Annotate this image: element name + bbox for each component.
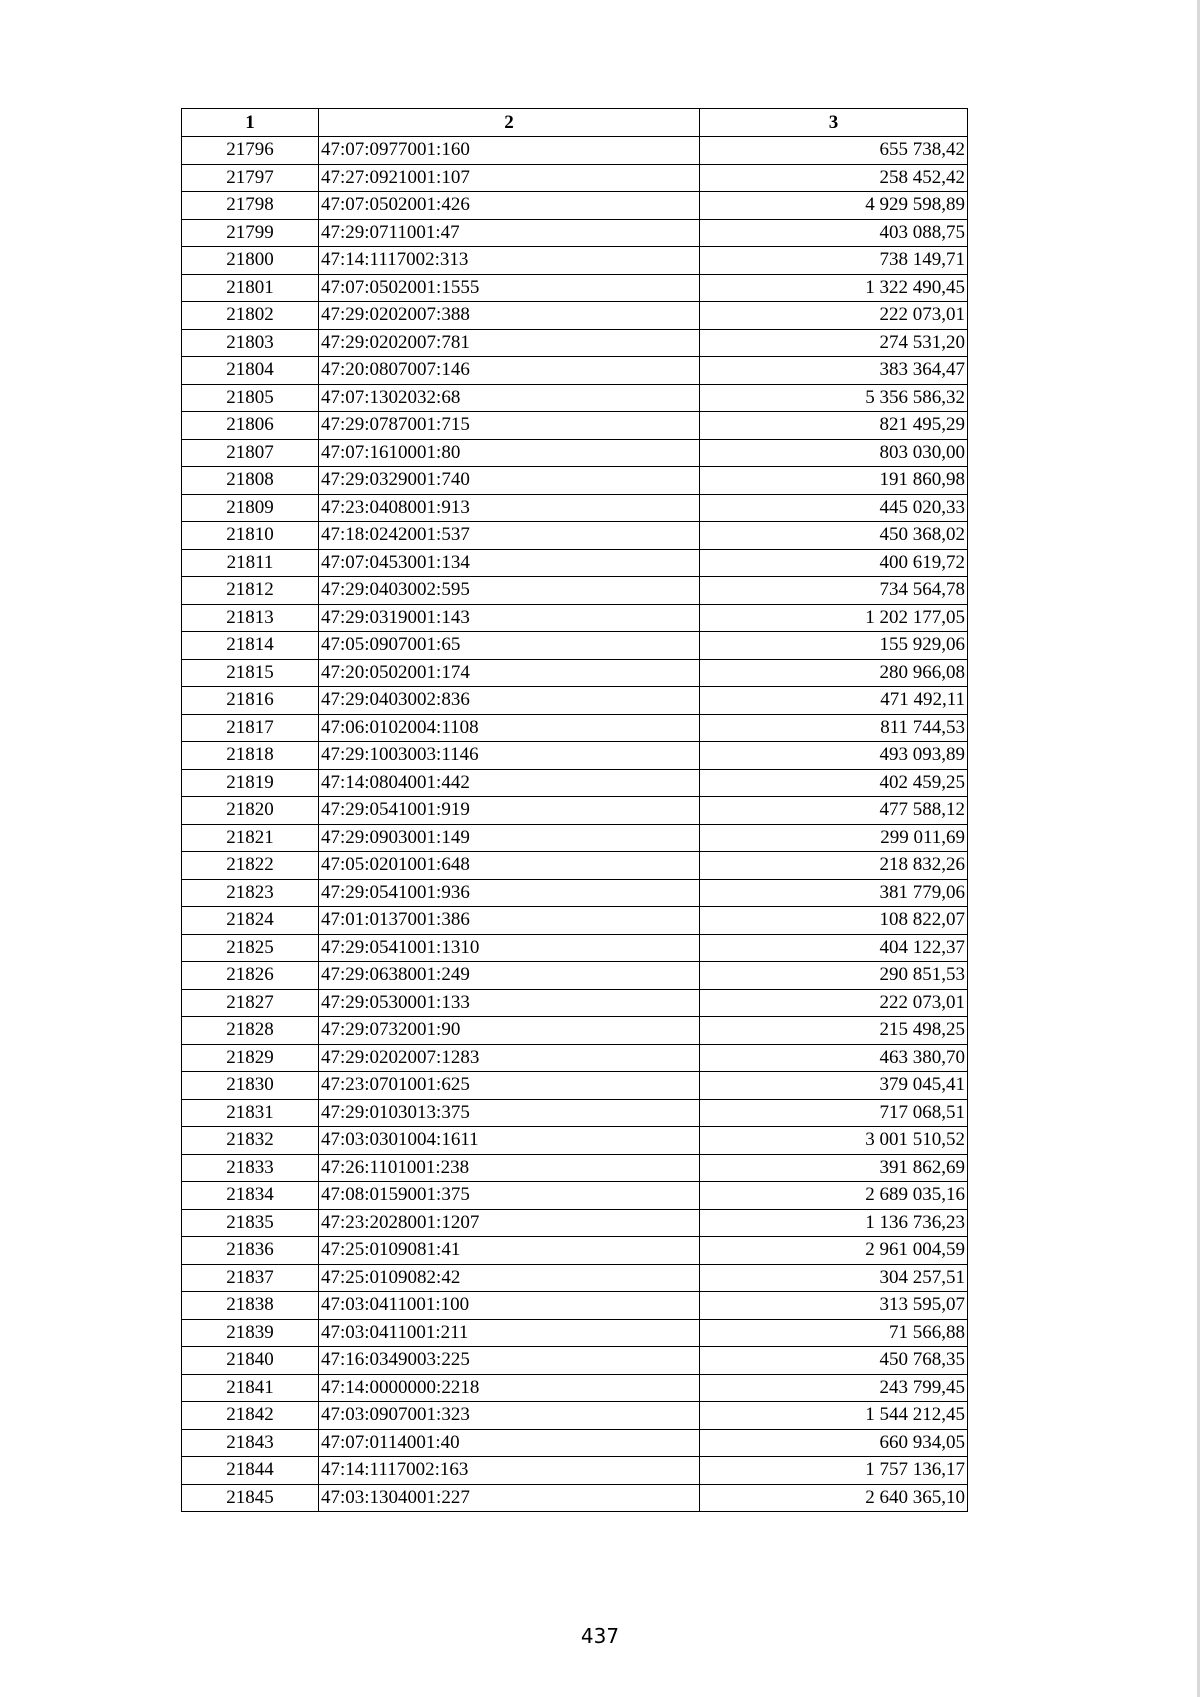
cadastral-number-cell: 47:29:0541001:936 bbox=[319, 879, 700, 907]
cadastral-number-cell: 47:27:0921001:107 bbox=[319, 164, 700, 192]
row-number-cell: 21827 bbox=[182, 989, 319, 1017]
cadastral-number-cell: 47:07:0502001:426 bbox=[319, 192, 700, 220]
row-number-cell: 21819 bbox=[182, 769, 319, 797]
row-number-cell: 21844 bbox=[182, 1457, 319, 1485]
row-number-cell: 21839 bbox=[182, 1319, 319, 1347]
table-row bbox=[182, 824, 968, 852]
row-number-cell: 21807 bbox=[182, 439, 319, 467]
table-row bbox=[182, 1017, 968, 1045]
cadastral-number-cell: 47:03:0907001:323 bbox=[319, 1402, 700, 1430]
table-row bbox=[182, 412, 968, 440]
cadastral-number-cell: 47:05:0907001:65 bbox=[319, 632, 700, 660]
row-number-cell: 21800 bbox=[182, 247, 319, 275]
table-row bbox=[182, 577, 968, 605]
cadastral-number-cell: 47:23:0408001:913 bbox=[319, 494, 700, 522]
cadastral-value-cell: 738 149,71 bbox=[700, 247, 968, 275]
table-row bbox=[182, 632, 968, 660]
cadastral-value-cell: 1 322 490,45 bbox=[700, 274, 968, 302]
table-row bbox=[182, 494, 968, 522]
table-row bbox=[182, 522, 968, 550]
row-number-cell: 21833 bbox=[182, 1154, 319, 1182]
row-number-cell: 21813 bbox=[182, 604, 319, 632]
cadastral-number-cell: 47:20:0807007:146 bbox=[319, 357, 700, 385]
row-number-cell: 21834 bbox=[182, 1182, 319, 1210]
table-row bbox=[182, 604, 968, 632]
table-row bbox=[182, 467, 968, 495]
row-number-cell: 21837 bbox=[182, 1264, 319, 1292]
cadastral-number-cell: 47:23:2028001:1207 bbox=[319, 1209, 700, 1237]
table-row bbox=[182, 742, 968, 770]
row-number-cell: 21835 bbox=[182, 1209, 319, 1237]
cadastral-value-cell: 71 566,88 bbox=[700, 1319, 968, 1347]
cadastral-value-cell: 660 934,05 bbox=[700, 1429, 968, 1457]
row-number-cell: 21820 bbox=[182, 797, 319, 825]
table-row bbox=[182, 1429, 968, 1457]
row-number-cell: 21808 bbox=[182, 467, 319, 495]
row-number-cell: 21845 bbox=[182, 1484, 319, 1512]
table-row bbox=[182, 1072, 968, 1100]
cadastral-number-cell: 47:05:0201001:648 bbox=[319, 852, 700, 880]
cadastral-number-cell: 47:07:0453001:134 bbox=[319, 549, 700, 577]
cadastral-value-cell: 404 122,37 bbox=[700, 934, 968, 962]
table-row bbox=[182, 714, 968, 742]
cadastral-number-cell: 47:29:0202007:1283 bbox=[319, 1044, 700, 1072]
cadastral-value-cell: 450 768,35 bbox=[700, 1347, 968, 1375]
table-row bbox=[182, 934, 968, 962]
table-row bbox=[182, 1457, 968, 1485]
row-number-cell: 21796 bbox=[182, 137, 319, 165]
table-row bbox=[182, 1374, 968, 1402]
cadastral-number-cell: 47:29:0403002:836 bbox=[319, 687, 700, 715]
row-number-cell: 21806 bbox=[182, 412, 319, 440]
cadastral-value-cell: 290 851,53 bbox=[700, 962, 968, 990]
cadastral-value-cell: 734 564,78 bbox=[700, 577, 968, 605]
cadastral-number-cell: 47:29:1003003:1146 bbox=[319, 742, 700, 770]
cadastral-value-cell: 274 531,20 bbox=[700, 329, 968, 357]
cadastral-number-cell: 47:29:0903001:149 bbox=[319, 824, 700, 852]
cadastral-value-cell: 4 929 598,89 bbox=[700, 192, 968, 220]
row-number-cell: 21842 bbox=[182, 1402, 319, 1430]
row-number-cell: 21830 bbox=[182, 1072, 319, 1100]
row-number-cell: 21805 bbox=[182, 384, 319, 412]
row-number-cell: 21799 bbox=[182, 219, 319, 247]
cadastral-number-cell: 47:16:0349003:225 bbox=[319, 1347, 700, 1375]
cadastral-value-cell: 803 030,00 bbox=[700, 439, 968, 467]
row-number-cell: 21843 bbox=[182, 1429, 319, 1457]
row-number-cell: 21831 bbox=[182, 1099, 319, 1127]
cadastral-number-cell: 47:03:0411001:211 bbox=[319, 1319, 700, 1347]
cadastral-number-cell: 47:03:0301004:1611 bbox=[319, 1127, 700, 1155]
row-number-cell: 21804 bbox=[182, 357, 319, 385]
row-number-cell: 21816 bbox=[182, 687, 319, 715]
table-row bbox=[182, 797, 968, 825]
row-number-cell: 21838 bbox=[182, 1292, 319, 1320]
cadastral-number-cell: 47:01:0137001:386 bbox=[319, 907, 700, 935]
cadastral-value-cell: 403 088,75 bbox=[700, 219, 968, 247]
table-row bbox=[182, 302, 968, 330]
cadastral-value-cell: 391 862,69 bbox=[700, 1154, 968, 1182]
row-number-cell: 21798 bbox=[182, 192, 319, 220]
table-row bbox=[182, 1182, 968, 1210]
table-header bbox=[182, 109, 968, 137]
cadastral-value-cell: 821 495,29 bbox=[700, 412, 968, 440]
cadastral-value-cell: 280 966,08 bbox=[700, 659, 968, 687]
row-number-cell: 21821 bbox=[182, 824, 319, 852]
row-number-cell: 21812 bbox=[182, 577, 319, 605]
table-row bbox=[182, 164, 968, 192]
cadastral-value-cell: 477 588,12 bbox=[700, 797, 968, 825]
cadastral-number-cell: 47:18:0242001:537 bbox=[319, 522, 700, 550]
cadastral-value-cell: 1 136 736,23 bbox=[700, 1209, 968, 1237]
cadastral-number-cell: 47:07:0114001:40 bbox=[319, 1429, 700, 1457]
cadastral-value-cell: 655 738,42 bbox=[700, 137, 968, 165]
table-row bbox=[182, 687, 968, 715]
cadastral-number-cell: 47:14:1117002:163 bbox=[319, 1457, 700, 1485]
table-row bbox=[182, 1347, 968, 1375]
row-number-cell: 21811 bbox=[182, 549, 319, 577]
cadastral-number-cell: 47:29:0329001:740 bbox=[319, 467, 700, 495]
cadastral-number-cell: 47:26:1101001:238 bbox=[319, 1154, 700, 1182]
table-row bbox=[182, 137, 968, 165]
cadastral-value-cell: 108 822,07 bbox=[700, 907, 968, 935]
row-number-cell: 21840 bbox=[182, 1347, 319, 1375]
cadastral-value-cell: 1 544 212,45 bbox=[700, 1402, 968, 1430]
cadastral-value-cell: 471 492,11 bbox=[700, 687, 968, 715]
row-number-cell: 21814 bbox=[182, 632, 319, 660]
cadastral-number-cell: 47:03:0411001:100 bbox=[319, 1292, 700, 1320]
column-header-value: 3 bbox=[700, 109, 968, 137]
table-row bbox=[182, 219, 968, 247]
cadastral-number-cell: 47:06:0102004:1108 bbox=[319, 714, 700, 742]
row-number-cell: 21829 bbox=[182, 1044, 319, 1072]
cadastral-number-cell: 47:14:1117002:313 bbox=[319, 247, 700, 275]
table-body bbox=[182, 137, 968, 1512]
row-number-cell: 21823 bbox=[182, 879, 319, 907]
cadastral-value-cell: 304 257,51 bbox=[700, 1264, 968, 1292]
table-row bbox=[182, 439, 968, 467]
row-number-cell: 21803 bbox=[182, 329, 319, 357]
row-number-cell: 21809 bbox=[182, 494, 319, 522]
cadastral-number-cell: 47:14:0804001:442 bbox=[319, 769, 700, 797]
row-number-cell: 21817 bbox=[182, 714, 319, 742]
cadastral-value-cell: 243 799,45 bbox=[700, 1374, 968, 1402]
cadastral-value-cell: 1 202 177,05 bbox=[700, 604, 968, 632]
cadastral-value-cell: 3 001 510,52 bbox=[700, 1127, 968, 1155]
cadastral-number-cell: 47:29:0530001:133 bbox=[319, 989, 700, 1017]
cadastral-value-cell: 383 364,47 bbox=[700, 357, 968, 385]
row-number-cell: 21801 bbox=[182, 274, 319, 302]
cadastral-number-cell: 47:29:0787001:715 bbox=[319, 412, 700, 440]
cadastral-number-cell: 47:25:0109081:41 bbox=[319, 1237, 700, 1265]
table-row bbox=[182, 384, 968, 412]
table-row bbox=[182, 247, 968, 275]
cadastral-value-cell: 381 779,06 bbox=[700, 879, 968, 907]
cadastral-value-cell: 450 368,02 bbox=[700, 522, 968, 550]
table-row bbox=[182, 1209, 968, 1237]
table-row bbox=[182, 659, 968, 687]
cadastral-value-cell: 1 757 136,17 bbox=[700, 1457, 968, 1485]
cadastral-number-cell: 47:20:0502001:174 bbox=[319, 659, 700, 687]
cadastral-number-cell: 47:29:0541001:1310 bbox=[319, 934, 700, 962]
cadastral-number-cell: 47:29:0202007:781 bbox=[319, 329, 700, 357]
row-number-cell: 21824 bbox=[182, 907, 319, 935]
cadastral-value-cell: 258 452,42 bbox=[700, 164, 968, 192]
row-number-cell: 21797 bbox=[182, 164, 319, 192]
page-number: 437 bbox=[580, 1624, 620, 1648]
cadastral-value-cell: 2 640 365,10 bbox=[700, 1484, 968, 1512]
table-row bbox=[182, 274, 968, 302]
row-number-cell: 21815 bbox=[182, 659, 319, 687]
cadastral-value-cell: 218 832,26 bbox=[700, 852, 968, 880]
cadastral-value-cell: 493 093,89 bbox=[700, 742, 968, 770]
cadastral-number-cell: 47:07:1302032:68 bbox=[319, 384, 700, 412]
cadastral-value-cell: 2 961 004,59 bbox=[700, 1237, 968, 1265]
cadastral-number-cell: 47:29:0319001:143 bbox=[319, 604, 700, 632]
cadastral-value-table bbox=[181, 108, 968, 1512]
table-row bbox=[182, 879, 968, 907]
cadastral-value-cell: 299 011,69 bbox=[700, 824, 968, 852]
cadastral-value-cell: 379 045,41 bbox=[700, 1072, 968, 1100]
table-row bbox=[182, 549, 968, 577]
cadastral-number-cell: 47:29:0711001:47 bbox=[319, 219, 700, 247]
table-row bbox=[182, 1484, 968, 1512]
cadastral-value-cell: 222 073,01 bbox=[700, 302, 968, 330]
table-row bbox=[182, 1402, 968, 1430]
cadastral-value-cell: 191 860,98 bbox=[700, 467, 968, 495]
cadastral-number-cell: 47:07:1610001:80 bbox=[319, 439, 700, 467]
cadastral-value-cell: 155 929,06 bbox=[700, 632, 968, 660]
cadastral-value-cell: 811 744,53 bbox=[700, 714, 968, 742]
cadastral-number-cell: 47:29:0403002:595 bbox=[319, 577, 700, 605]
cadastral-number-cell: 47:14:0000000:2218 bbox=[319, 1374, 700, 1402]
cadastral-value-cell: 400 619,72 bbox=[700, 549, 968, 577]
table-row bbox=[182, 1319, 968, 1347]
cadastral-value-cell: 445 020,33 bbox=[700, 494, 968, 522]
cadastral-number-cell: 47:07:0977001:160 bbox=[319, 137, 700, 165]
cadastral-number-cell: 47:25:0109082:42 bbox=[319, 1264, 700, 1292]
cadastral-value-cell: 222 073,01 bbox=[700, 989, 968, 1017]
cadastral-value-cell: 717 068,51 bbox=[700, 1099, 968, 1127]
cadastral-number-cell: 47:03:1304001:227 bbox=[319, 1484, 700, 1512]
row-number-cell: 21841 bbox=[182, 1374, 319, 1402]
cadastral-value-cell: 313 595,07 bbox=[700, 1292, 968, 1320]
table-row bbox=[182, 192, 968, 220]
row-number-cell: 21825 bbox=[182, 934, 319, 962]
row-number-cell: 21802 bbox=[182, 302, 319, 330]
row-number-cell: 21826 bbox=[182, 962, 319, 990]
cadastral-value-cell: 2 689 035,16 bbox=[700, 1182, 968, 1210]
cadastral-number-cell: 47:29:0202007:388 bbox=[319, 302, 700, 330]
table-row bbox=[182, 852, 968, 880]
row-number-cell: 21818 bbox=[182, 742, 319, 770]
table-row bbox=[182, 357, 968, 385]
table-row bbox=[182, 1127, 968, 1155]
table-row bbox=[182, 907, 968, 935]
cadastral-number-cell: 47:29:0541001:919 bbox=[319, 797, 700, 825]
row-number-cell: 21836 bbox=[182, 1237, 319, 1265]
table-row bbox=[182, 769, 968, 797]
column-header-number: 1 bbox=[182, 109, 319, 137]
table-row bbox=[182, 962, 968, 990]
cadastral-number-cell: 47:29:0732001:90 bbox=[319, 1017, 700, 1045]
cadastral-value-cell: 215 498,25 bbox=[700, 1017, 968, 1045]
table-row bbox=[182, 989, 968, 1017]
table-row bbox=[182, 1264, 968, 1292]
row-number-cell: 21822 bbox=[182, 852, 319, 880]
row-number-cell: 21810 bbox=[182, 522, 319, 550]
cadastral-value-cell: 463 380,70 bbox=[700, 1044, 968, 1072]
row-number-cell: 21828 bbox=[182, 1017, 319, 1045]
cadastral-number-cell: 47:08:0159001:375 bbox=[319, 1182, 700, 1210]
header-row bbox=[182, 109, 968, 137]
table-row bbox=[182, 1237, 968, 1265]
cadastral-value-cell: 402 459,25 bbox=[700, 769, 968, 797]
cadastral-number-cell: 47:29:0638001:249 bbox=[319, 962, 700, 990]
cadastral-number-cell: 47:23:0701001:625 bbox=[319, 1072, 700, 1100]
column-header-cadastral-number: 2 bbox=[319, 109, 700, 137]
table-row bbox=[182, 1044, 968, 1072]
cadastral-number-cell: 47:29:0103013:375 bbox=[319, 1099, 700, 1127]
cadastral-number-cell: 47:07:0502001:1555 bbox=[319, 274, 700, 302]
table-row bbox=[182, 1292, 968, 1320]
row-number-cell: 21832 bbox=[182, 1127, 319, 1155]
table-row bbox=[182, 1099, 968, 1127]
table-row bbox=[182, 1154, 968, 1182]
cadastral-value-cell: 5 356 586,32 bbox=[700, 384, 968, 412]
table-row bbox=[182, 329, 968, 357]
